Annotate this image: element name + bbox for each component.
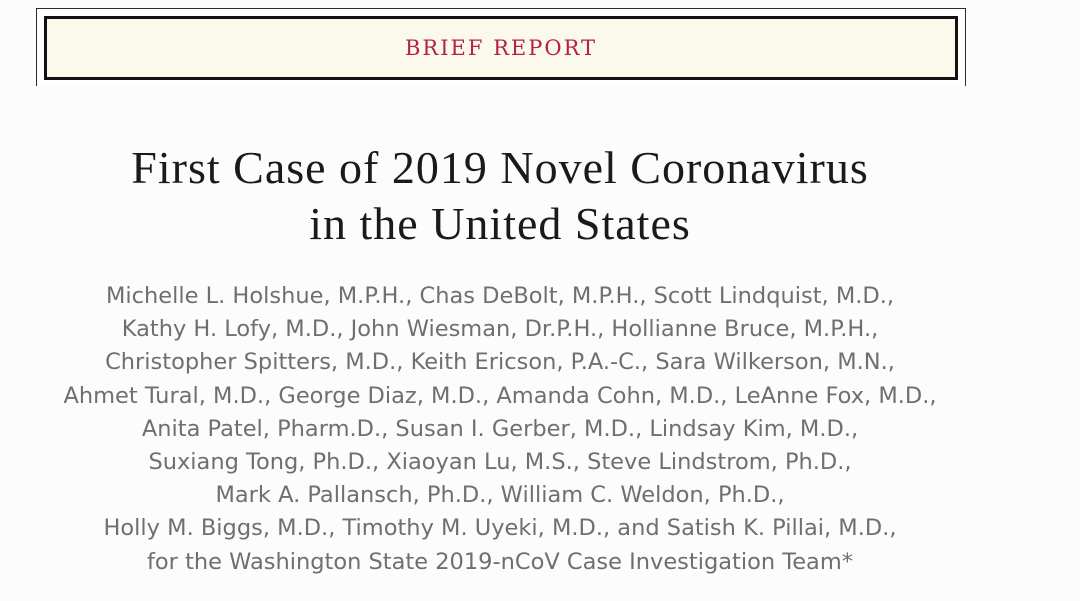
- author-line: Suxiang Tong, Ph.D., Xiaoyan Lu, M.S., Steve Lindstrom, Ph.D.,: [148, 449, 852, 476]
- title-line-2: in the United States: [309, 198, 691, 249]
- author-line: Kathy H. Lofy, M.D., John Wiesman, Dr.P.H., Hollianne Bruce, M.P.H.,: [121, 316, 879, 343]
- investigation-team-line: for the Washington State 2019-nCoV Case Investigation Team*: [146, 548, 853, 575]
- author-line: Ahmet Tural, M.D., George Diaz, M.D., Amanda Cohn, M.D., LeAnne Fox, M.D.,: [63, 382, 937, 409]
- author-line: Anita Patel, Pharm.D., Susan I. Gerber, M.D., Lindsay Kim, M.D.,: [141, 415, 859, 442]
- article-title: [0, 140, 1000, 252]
- author-line: Michelle L. Holshue, M.P.H., Chas DeBolt, M.P.H., Scott Lindquist, M.D.,: [105, 283, 895, 309]
- section-banner: [44, 16, 958, 80]
- title-line-1: First Case of 2019 Novel Coronavirus: [131, 142, 869, 193]
- author-line: Mark A. Pallansch, Ph.D., William C. Weldon, Ph.D.,: [215, 482, 785, 509]
- author-line: Holly M. Biggs, M.D., Timothy M. Uyeki, M.D., and Satish K. Pillai, M.D.,: [103, 515, 897, 542]
- author-list: [0, 280, 1000, 579]
- author-line: Christopher Spitters, M.D., Keith Ericson, P.A.-C., Sara Wilkerson, M.N.,: [105, 349, 895, 376]
- section-label: BRIEF REPORT: [404, 36, 598, 60]
